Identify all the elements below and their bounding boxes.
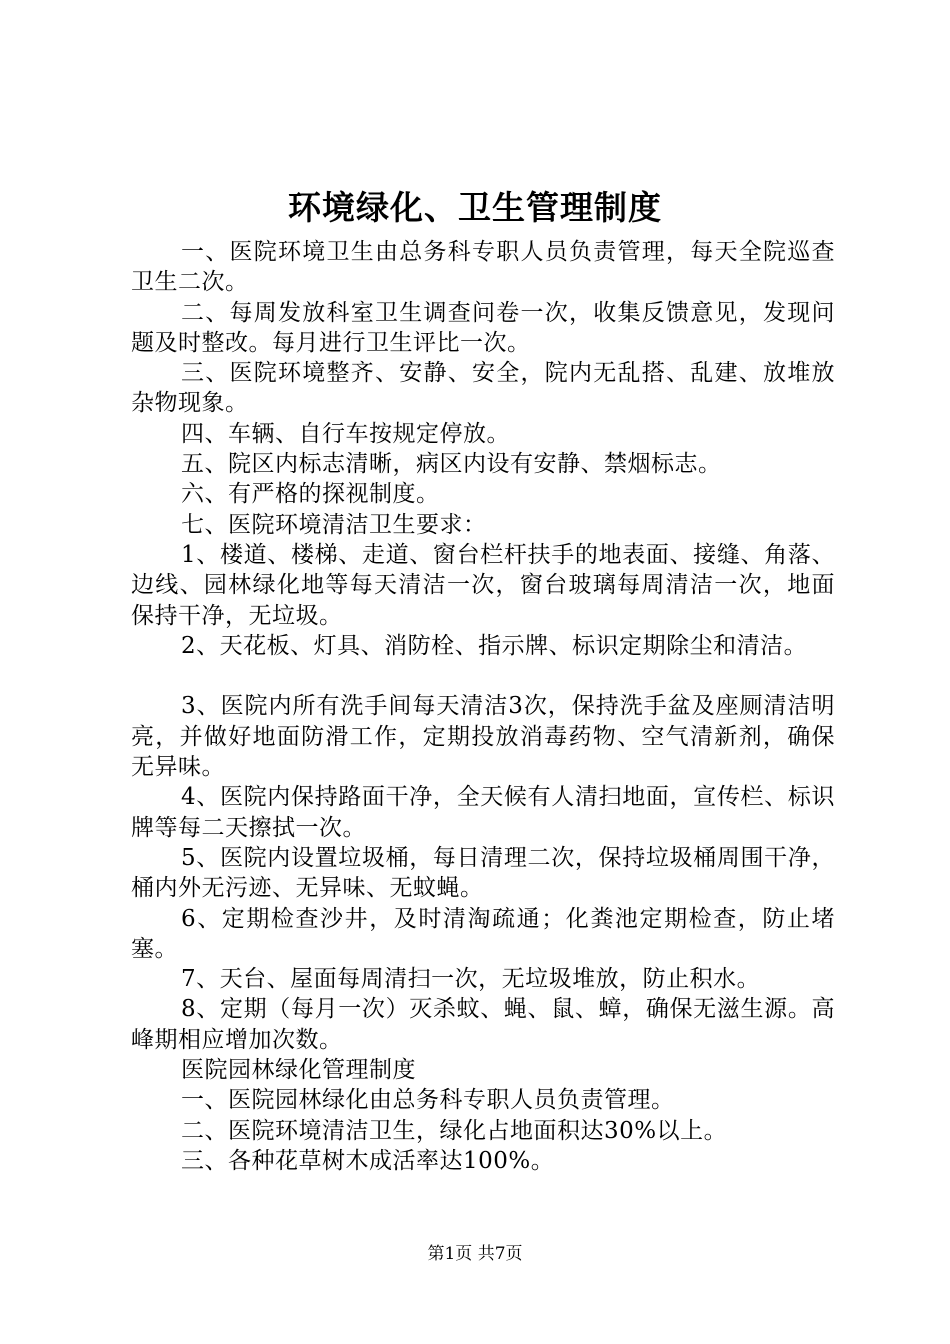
paragraph: 二、每周发放科室卫生调查问卷一次，收集反馈意见，发现问题及时整改。每月进行卫生评比一次。 xyxy=(131,299,835,356)
paragraph: 1、楼道、楼梯、走道、窗台栏杆扶手的地表面、接缝、角落、边线、园林绿化地等每天清洁一次，窗台玻璃每周清洁一次，地面保持干净，无垃圾。 xyxy=(131,541,835,629)
document-body xyxy=(131,237,835,1176)
paragraph: 三、医院环境整齐、安静、安全，院内无乱搭、乱建、放堆放杂物现象。 xyxy=(131,360,835,417)
paragraph: 4、医院内保持路面干净，全天候有人清扫地面，宣传栏、标识牌等每二天擦拭一次。 xyxy=(131,784,835,841)
paragraph: 7、天台、屋面每周清扫一次，无垃圾堆放，防止积水。 xyxy=(181,966,761,993)
paragraph: 2、天花板、灯具、消防栓、指示牌、标识定期除尘和清洁。 xyxy=(181,632,808,659)
paragraph: 一、医院园林绿化由总务科专职人员负责管理。 xyxy=(181,1087,675,1114)
paragraph: 一、医院环境卫生由总务科专职人员负责管理，每天全院巡查卫生二次。 xyxy=(131,239,835,296)
paragraph: 5、医院内设置垃圾桶，每日清理二次，保持垃圾桶周围干净，桶内外无污迹、无异味、无蚊蝇。 xyxy=(131,844,835,902)
paragraph: 七、医院环境清洁卫生要求： xyxy=(181,511,487,538)
section-heading: 医院园林绿化管理制度 xyxy=(181,1057,416,1084)
paragraph: 三、各种花草树木成活率达100%。 xyxy=(181,1147,555,1174)
paragraph: 五、院区内标志清晰，病区内设有安静、禁烟标志。 xyxy=(181,451,722,478)
paragraph: 6、定期检查沙井，及时清淘疏通；化粪池定期检查，防止堵塞。 xyxy=(131,905,835,962)
paragraph: 六、有严格的探视制度。 xyxy=(181,481,440,508)
paragraph: 二、医院环境清洁卫生，绿化占地面积达30%以上。 xyxy=(181,1117,728,1144)
document-title: 环境绿化、卫生管理制度 xyxy=(288,188,662,227)
paragraph: 四、车辆、自行车按规定停放。 xyxy=(181,420,510,447)
paragraph: 3、医院内所有洗手间每天清洁3次，保持洗手盆及座厕清洁明亮，并做好地面防滑工作，定期投放消毒药物、空气清新剂，确保无异味。 xyxy=(131,693,835,781)
page-footer: 第1页 共7页 xyxy=(427,1244,523,1264)
paragraph: 8、定期（每月一次）灭杀蚊、蝇、鼠、蟑，确保无滋生源。高峰期相应增加次数。 xyxy=(131,996,835,1053)
